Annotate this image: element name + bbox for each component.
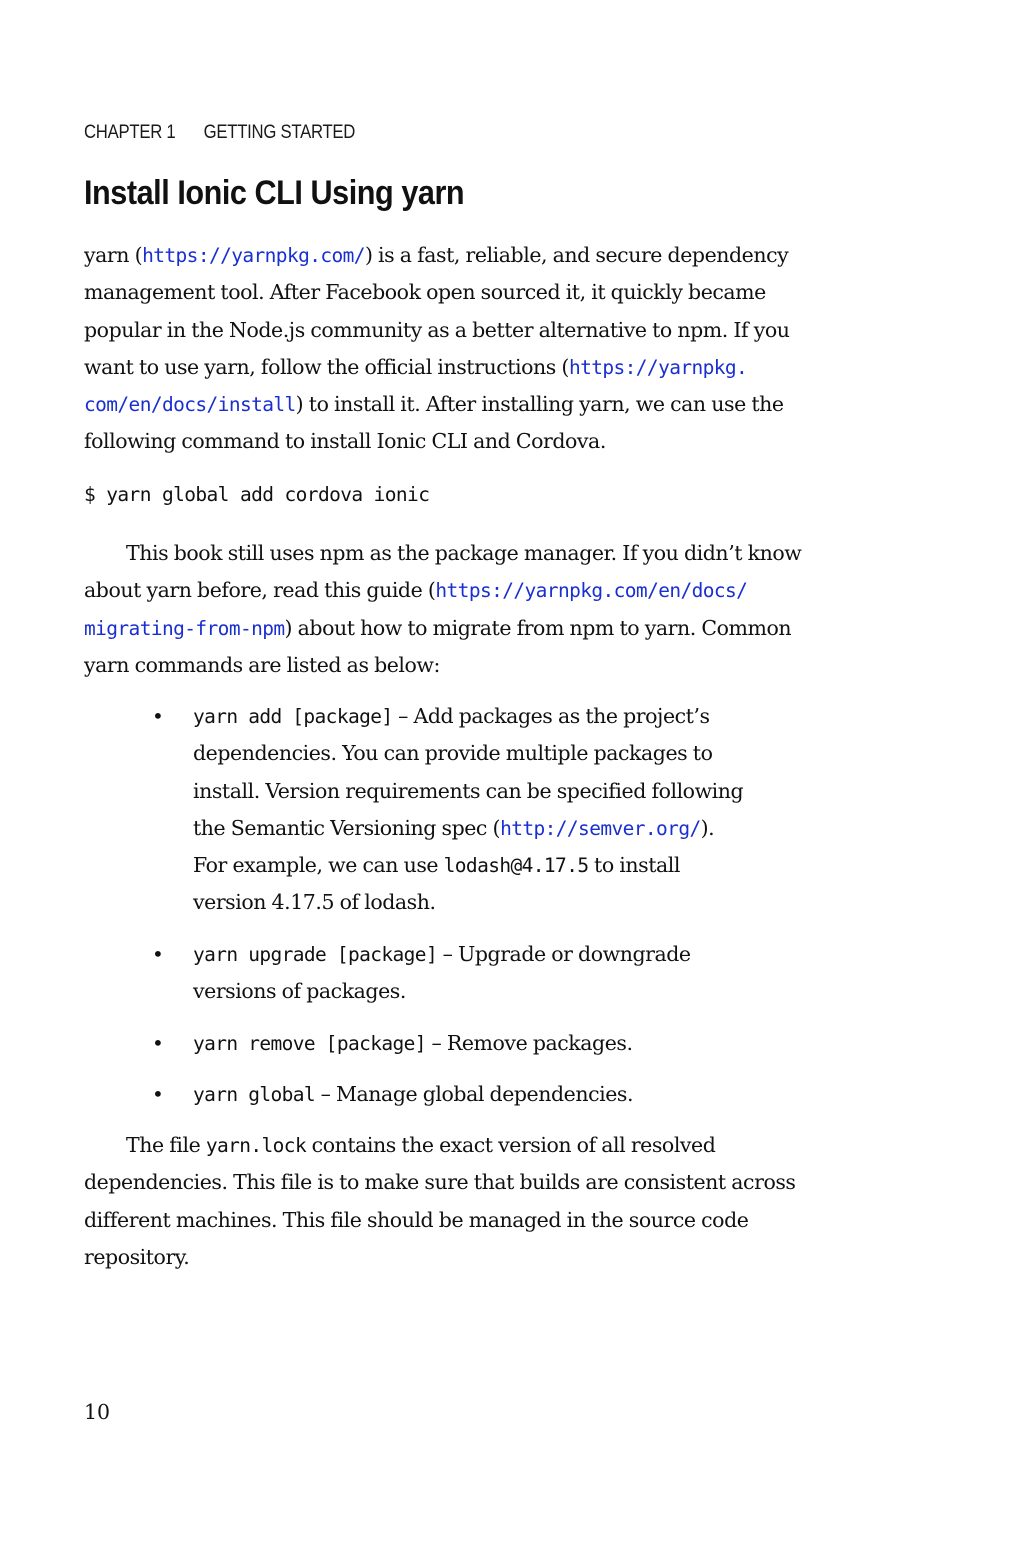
text-line: yarn add [package] – Add packages as the project’s (193, 704, 710, 728)
semver-link[interactable]: http://semver.org/ (500, 816, 701, 840)
migration-guide-link[interactable]: https://yarnpkg.com/en/docs/ (435, 579, 748, 603)
inline-code: yarn add [package] (193, 705, 393, 728)
text-line: yarn global – Manage global dependencies. (193, 1082, 634, 1106)
text-line: about yarn before, read this guide (https://yarnpkg.com/en/docs/ (84, 578, 748, 603)
yarnpkg-link[interactable]: https://yarnpkg.com/ (142, 244, 365, 267)
chapter-title: GETTING STARTED (203, 122, 356, 143)
bullet-icon: • (152, 942, 164, 966)
install-docs-link-continued[interactable]: com/en/docs/install (84, 393, 296, 417)
book-page (84, 0, 884, 1552)
inline-code: yarn upgrade [package] (193, 943, 438, 966)
inline-code: yarn remove [package] (193, 1032, 426, 1055)
running-header (84, 122, 355, 144)
text-line: want to use yarn, follow the official instructions (https://yarnpkg. (84, 354, 748, 379)
text-line: For example, we can use lodash@4.17.5 to install (193, 853, 680, 878)
section-title: Install Ionic CLI Using yarn (84, 174, 465, 212)
text-line: yarn (https://yarnpkg.com/) is a fast, reliable, and secure dependency (84, 243, 789, 267)
text-line: popular in the Node.js community as a better alternative to npm. If you (84, 317, 790, 342)
text-line: yarn commands are listed as below: (84, 652, 440, 677)
text-line: repository. (84, 1244, 190, 1269)
install-docs-link[interactable]: https://yarnpkg. (568, 355, 748, 379)
text-line: com/en/docs/install) to install it. After installing yarn, we can use the (84, 392, 784, 417)
inline-code: yarn global (193, 1083, 316, 1106)
page-number: 10 (84, 1400, 111, 1424)
npm-migration-paragraph (84, 535, 884, 684)
text-line: dependencies. This file is to make sure that builds are consistent across (84, 1170, 796, 1195)
text-line: following command to install Ionic CLI and Cordova. (84, 429, 606, 454)
text-line: dependencies. You can provide multiple packages to (193, 741, 713, 766)
text-line: migrating-from-npm) about how to migrate from npm to yarn. Common (84, 615, 792, 640)
text-line: yarn upgrade [package] – Upgrade or downgrade (193, 942, 691, 966)
inline-code: yarn.lock (205, 1134, 307, 1157)
text-line: install. Version requirements can be specified following (193, 778, 744, 803)
text-line: yarn remove [package] – Remove packages. (193, 1031, 633, 1055)
text-line: the Semantic Versioning spec (http://semver.org/). (193, 815, 715, 840)
bullet-icon: • (152, 1082, 164, 1106)
migration-guide-link-continued[interactable]: migrating-from-npm (84, 616, 285, 640)
text-line: This book still uses npm as the package manager. If you didn’t know (126, 541, 802, 565)
inline-code: lodash@4.17.5 (443, 854, 589, 878)
text-line: management tool. After Facebook open sourced it, it quickly became (84, 280, 766, 305)
bullet-icon: • (152, 704, 164, 728)
install-command: $ yarn global add cordova ionic (84, 483, 430, 506)
intro-paragraph (84, 237, 884, 461)
text-line: different machines. This file should be managed in the source code (84, 1207, 749, 1232)
chapter-number: CHAPTER 1 (84, 122, 176, 143)
text-line: The file yarn.lock contains the exact version of all resolved (126, 1133, 716, 1157)
text-line: versions of packages. (193, 979, 406, 1004)
text-line: version 4.17.5 of lodash. (193, 890, 436, 915)
bullet-icon: • (152, 1031, 164, 1055)
yarn-lock-paragraph (84, 1127, 884, 1276)
